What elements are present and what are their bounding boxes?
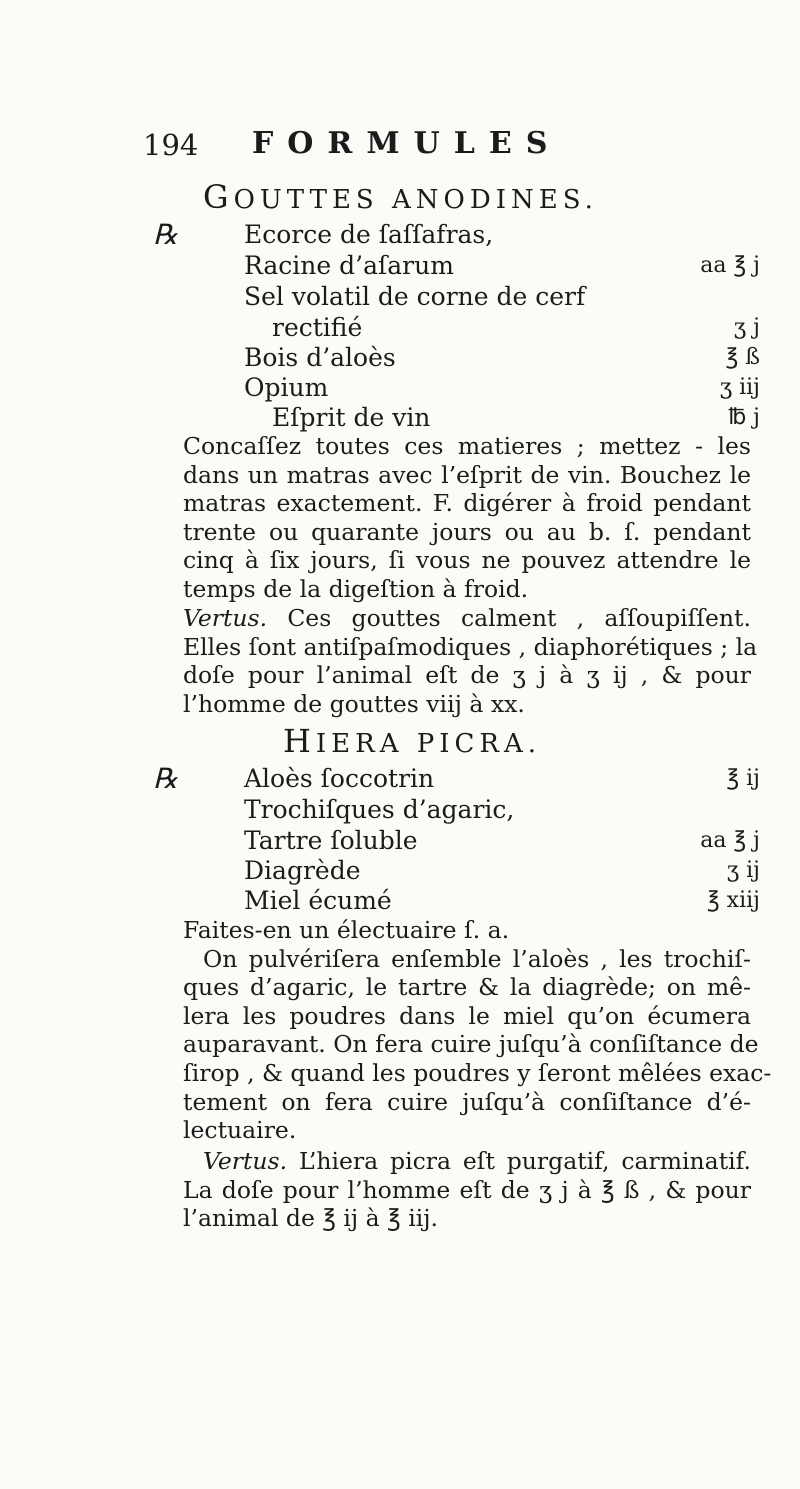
ingredient-name: Opium — [244, 373, 329, 402]
ingredient-name: Ecorce de ſaſſafras, — [244, 220, 494, 249]
ingredient-dose: aa ℥ j — [700, 828, 760, 853]
virtues-label: Vertus. — [183, 604, 268, 632]
ingredient-name: Miel écumé — [244, 886, 392, 915]
ingredient-dose: ℔ j — [728, 405, 760, 430]
virtues-label: Vertus. — [203, 1147, 288, 1175]
ingredient-name: Eſprit de vin — [272, 403, 431, 432]
ingredient-name: Tartre ſoluble — [244, 826, 418, 855]
running-title: FORMULES — [252, 126, 562, 161]
page-number: 194 — [143, 128, 199, 162]
ingredient-name: Racine d’aſarum — [244, 251, 454, 280]
preparation-paragraph: Faites-en un électuaire ſ. a. On pulvériſera enſemble l’aloès , les trochiſ- ques d’agaric, le tartre & la diagrède; on mê- lera les poudres dans le miel qu’on écumera auparavant. On fera cuire juſqu’à conſiſtance de ſirop , & quand les poudres y ſeront mêlées exac- tement on fera cuire juſqu’à conſiſtance d’é- lectuaire. — [183, 916, 772, 1145]
ingredient-name: Bois d’aloès — [244, 343, 396, 372]
section-title-hiera-picra: HIERA PICRA. — [283, 722, 542, 760]
ingredient-name: Trochiſques d’agaric, — [244, 795, 515, 824]
ingredient-dose: ℥ ij — [726, 766, 760, 791]
preparation-paragraph: Concaſſez toutes ces matieres ; mettez - les dans un matras avec l’eſprit de vin. Bouchez le matras exactement. F. digérer à froid pendant trente ou quarante jours ou au b. ſ. pendant cinq à ſix jours, ſi vous ne pouvez attendre le temps de la digeſtion à froid. — [183, 432, 751, 603]
virtues-paragraph: Vertus. L’hiera picra eſt purgatif, carminatif. La doſe pour l’homme eſt de ʒ j à ℥ ß , & pour l’animal de ℥ ij à ℥ iij. — [183, 1147, 751, 1233]
ingredient-dose: ℥ ß — [725, 345, 760, 370]
ingredient-dose: ʒ iij — [719, 375, 760, 400]
section-title-gouttes-anodines: GOUTTES ANODINES. — [203, 178, 598, 216]
ingredient-name: Diagrède — [244, 856, 361, 885]
ingredient-dose: ʒ j — [733, 315, 760, 340]
recipe-sign: ℞ — [153, 218, 179, 251]
ingredient-name: Aloès ſoccotrin — [244, 764, 435, 793]
ingredient-dose: aa ℥ j — [700, 253, 760, 278]
recipe-sign: ℞ — [153, 762, 179, 795]
ingredient-dose: ℥ xiij — [706, 888, 760, 913]
ingredient-dose: ʒ ij — [726, 858, 760, 883]
ingredient-name: Sel volatil de corne de cerf — [244, 282, 586, 311]
ingredient-name: rectifié — [272, 313, 363, 342]
virtues-paragraph: Vertus. Ces gouttes calment , aſſoupiſſent. Elles ſont antiſpaſmodiques , diaphorétiques ; la doſe pour l’animal eſt de ʒ j à ʒ ij , & pour l’homme de gouttes viij à xx. — [183, 604, 758, 718]
